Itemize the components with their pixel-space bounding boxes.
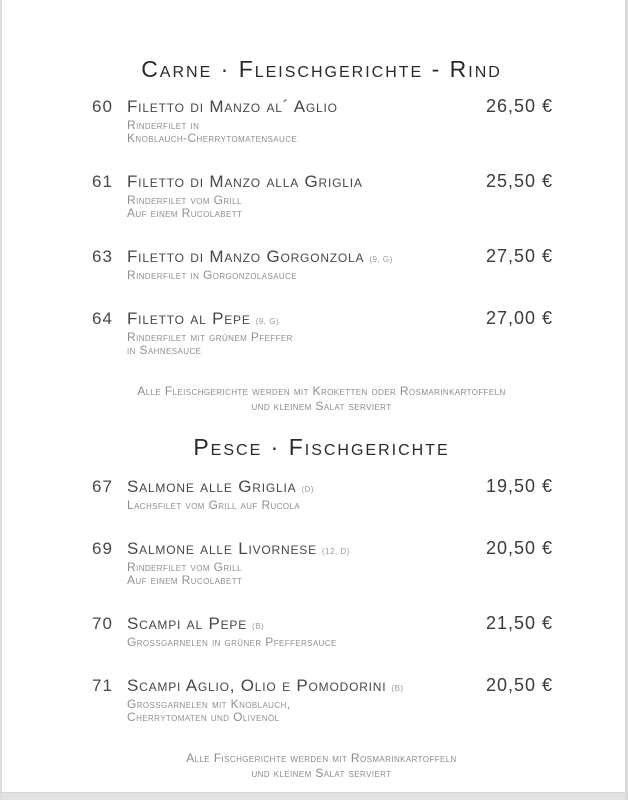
menu-item-70 <box>2 614 625 649</box>
menu-item-61 <box>2 172 625 220</box>
note-line: Alle Fischgerichte werden mit Rosmarinkartoffeln <box>186 751 457 765</box>
menu-item-71 <box>2 676 625 724</box>
section-note-pesce <box>50 751 593 781</box>
item-description-line: Knoblauch-Cherrytomatensauce <box>127 131 298 145</box>
item-price: 26,50 € <box>485 96 553 116</box>
dish-name: Filetto di Manzo alla Griglia <box>127 172 363 191</box>
item-description-line: Rinderfilet mit grünem Pfeffer <box>127 330 293 344</box>
item-number: 63 <box>92 247 113 266</box>
section-note-carne <box>50 384 593 414</box>
item-price: 21,50 € <box>485 613 553 633</box>
page-bottom-edge <box>2 792 625 800</box>
allergen-code: (9, G) <box>255 317 280 326</box>
item-name <box>127 676 486 698</box>
item-price: 27,50 € <box>485 246 553 266</box>
item-body <box>127 309 486 357</box>
item-description-line: Rinderfilet vom Grill <box>127 193 242 207</box>
item-body <box>127 614 486 649</box>
menu-item-69 <box>2 539 625 587</box>
item-name <box>127 97 486 119</box>
item-description-line: Grossgarnelen mit Knoblauch, <box>127 697 291 711</box>
item-number: 69 <box>92 539 113 558</box>
dish-name: Scampi Aglio, Olio e Pomodorini <box>127 676 387 695</box>
item-number: 64 <box>92 309 113 328</box>
note-line: und kleinem Salat serviert <box>251 766 392 780</box>
item-price: 20,50 € <box>485 675 553 695</box>
item-number: 67 <box>92 477 113 496</box>
dish-name: Salmone alle Griglia <box>127 477 297 496</box>
menu-item-60 <box>2 97 625 145</box>
dish-name: Scampi al Pepe <box>127 614 248 633</box>
item-body <box>127 172 486 220</box>
item-name <box>127 309 486 331</box>
item-description-line: Auf einem Rucolabett <box>127 206 243 220</box>
dish-name: Filetto al Pepe <box>127 309 251 328</box>
item-number: 71 <box>92 676 113 695</box>
allergen-code: (D) <box>301 485 314 494</box>
allergen-code: (B) <box>391 684 404 693</box>
item-body <box>127 97 486 145</box>
dish-name: Salmone alle Livornese <box>127 539 317 558</box>
item-body <box>127 247 486 282</box>
item-body <box>127 539 486 587</box>
note-line: und kleinem Salat serviert <box>251 399 392 413</box>
section-title-carne: Carne · Fleischgerichte - Rind <box>141 56 502 82</box>
menu-item-64 <box>2 309 625 357</box>
item-description-line: Rinderfilet in <box>127 118 200 132</box>
allergen-code: (B) <box>252 622 265 631</box>
item-number: 61 <box>92 172 113 191</box>
item-name <box>127 172 486 194</box>
menu-content <box>2 0 625 781</box>
item-description-line: Lachsfilet vom Grill auf Rucola <box>127 498 301 512</box>
item-description-line: in Sahnesauce <box>127 343 202 357</box>
item-description-line: Rinderfilet vom Grill <box>127 560 242 574</box>
item-name <box>127 539 486 561</box>
item-name <box>127 614 486 636</box>
menu-item-67 <box>2 477 625 512</box>
item-price: 27,00 € <box>485 308 553 328</box>
item-price: 20,50 € <box>485 538 553 558</box>
menu-item-63 <box>2 247 625 282</box>
item-body <box>127 676 486 724</box>
item-number: 60 <box>92 97 113 116</box>
allergen-code: (9, G) <box>369 255 393 264</box>
section-title-pesce: Pesce · Fischgerichte <box>193 434 450 460</box>
dish-name: Filetto di Manzo al´ Aglio <box>127 97 338 116</box>
item-number: 70 <box>92 614 113 633</box>
item-price: 19,50 € <box>485 476 553 496</box>
item-price: 25,50 € <box>485 171 553 191</box>
allergen-code: (12, D) <box>321 547 350 556</box>
item-description-line: Grossgarnelen in grüner Pfeffersauce <box>127 635 337 649</box>
note-line: Alle Fleischgerichte werden mit Kroketten oder Rosmarinkartoffeln <box>137 384 506 398</box>
item-description-line: Cherrytomaten und Olivenöl <box>127 710 280 724</box>
item-name <box>127 477 486 499</box>
item-description-line: Rinderfilet in Gorgonzolasauce <box>127 268 298 282</box>
item-body <box>127 477 486 512</box>
dish-name: Filetto di Manzo Gorgonzola <box>127 247 365 266</box>
item-name <box>127 247 486 269</box>
item-description-line: Auf einem Rucolabett <box>127 573 243 587</box>
